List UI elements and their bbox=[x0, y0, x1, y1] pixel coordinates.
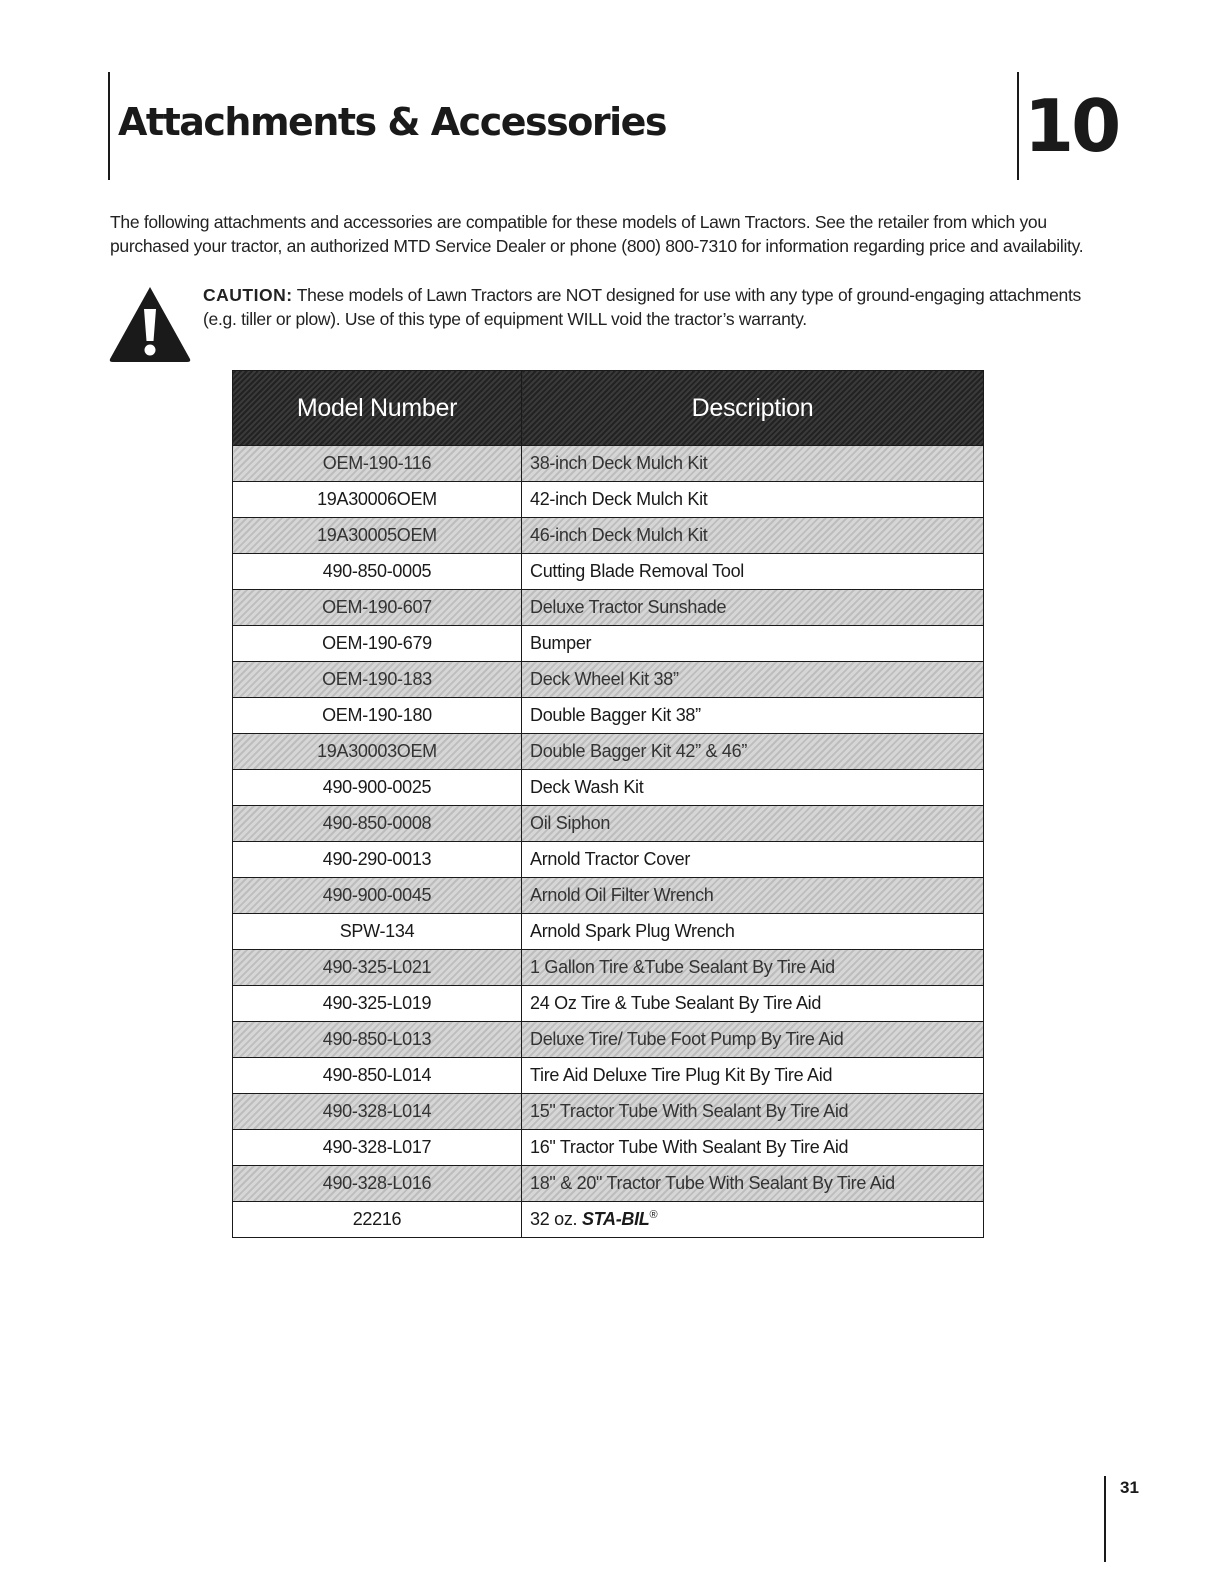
model-number-cell: 490-850-L013 bbox=[233, 1022, 522, 1058]
table-row bbox=[233, 1022, 984, 1058]
description-cell: Tire Aid Deluxe Tire Plug Kit By Tire Aid bbox=[522, 1058, 984, 1094]
model-number-cell: 490-290-0013 bbox=[233, 842, 522, 878]
description-cell bbox=[522, 1202, 984, 1238]
table-row bbox=[233, 554, 984, 590]
sta-bil-brand: STA-BIL bbox=[581, 1209, 650, 1229]
accessories-table bbox=[232, 370, 984, 1238]
table-row bbox=[233, 662, 984, 698]
table-row bbox=[233, 1130, 984, 1166]
table-body bbox=[233, 446, 984, 1238]
description-cell: Arnold Tractor Cover bbox=[522, 842, 984, 878]
table-row bbox=[233, 1166, 984, 1202]
table-row bbox=[233, 1058, 984, 1094]
description-cell: Double Bagger Kit 38” bbox=[522, 698, 984, 734]
description-cell: Cutting Blade Removal Tool bbox=[522, 554, 984, 590]
description-cell: Bumper bbox=[522, 626, 984, 662]
table-row bbox=[233, 842, 984, 878]
model-number-cell: 490-328-L016 bbox=[233, 1166, 522, 1202]
chapter-rule bbox=[1017, 72, 1019, 180]
model-number-cell: 19A30006OEM bbox=[233, 482, 522, 518]
table-row bbox=[233, 878, 984, 914]
table-header-row bbox=[233, 371, 984, 446]
model-number-cell: OEM-190-180 bbox=[233, 698, 522, 734]
model-number-cell: 490-325-L021 bbox=[233, 950, 522, 986]
table-row bbox=[233, 770, 984, 806]
table-row bbox=[233, 986, 984, 1022]
page-number: 31 bbox=[1120, 1478, 1139, 1497]
description-prefix: 32 oz. bbox=[530, 1209, 578, 1229]
model-number-cell: 19A30005OEM bbox=[233, 518, 522, 554]
table-row bbox=[233, 1094, 984, 1130]
description-cell: Arnold Oil Filter Wrench bbox=[522, 878, 984, 914]
description-cell: Double Bagger Kit 42” & 46” bbox=[522, 734, 984, 770]
description-cell: 15" Tractor Tube With Sealant By Tire Aid bbox=[522, 1094, 984, 1130]
model-number-cell: OEM-190-116 bbox=[233, 446, 522, 482]
description-cell: Deluxe Tire/ Tube Foot Pump By Tire Aid bbox=[522, 1022, 984, 1058]
description-cell: 18" & 20" Tractor Tube With Sealant By Tire Aid bbox=[522, 1166, 984, 1202]
warning-triangle-icon bbox=[108, 283, 192, 363]
model-number-cell: 490-325-L019 bbox=[233, 986, 522, 1022]
table-row bbox=[233, 806, 984, 842]
table-row bbox=[233, 590, 984, 626]
model-number-cell: SPW-134 bbox=[233, 914, 522, 950]
table-row bbox=[233, 446, 984, 482]
caution-notice bbox=[203, 283, 1113, 331]
description-cell: 46-inch Deck Mulch Kit bbox=[522, 518, 984, 554]
table-row bbox=[233, 1202, 984, 1238]
description-cell: 1 Gallon Tire &Tube Sealant By Tire Aid bbox=[522, 950, 984, 986]
table-row bbox=[233, 698, 984, 734]
model-number-header: Model Number bbox=[233, 371, 522, 446]
description-cell: Oil Siphon bbox=[522, 806, 984, 842]
model-number-cell: OEM-190-183 bbox=[233, 662, 522, 698]
registered-mark: ® bbox=[649, 1209, 658, 1221]
model-number-cell: 490-900-0025 bbox=[233, 770, 522, 806]
table-row bbox=[233, 518, 984, 554]
description-header: Description bbox=[522, 371, 984, 446]
page-title: Attachments & Accessories bbox=[118, 100, 666, 144]
model-number-cell: OEM-190-679 bbox=[233, 626, 522, 662]
table-row bbox=[233, 482, 984, 518]
title-rule bbox=[108, 72, 110, 180]
description-cell: 38-inch Deck Mulch Kit bbox=[522, 446, 984, 482]
table-row bbox=[233, 734, 984, 770]
model-number-cell: 490-328-L014 bbox=[233, 1094, 522, 1130]
description-cell: 42-inch Deck Mulch Kit bbox=[522, 482, 984, 518]
description-cell: 24 Oz Tire & Tube Sealant By Tire Aid bbox=[522, 986, 984, 1022]
model-number-cell: OEM-190-607 bbox=[233, 590, 522, 626]
description-cell: Deck Wash Kit bbox=[522, 770, 984, 806]
chapter-number: 10 bbox=[1024, 84, 1119, 168]
intro-paragraph: The following attachments and accessories are compatible for these models of Lawn Tractors. See the retailer from which you purchased your tractor, an authorized MTD Service Dealer or phone (800) 800-7310 for information regarding price and availability. bbox=[110, 212, 1084, 256]
table-row bbox=[233, 626, 984, 662]
description-cell: 16" Tractor Tube With Sealant By Tire Aid bbox=[522, 1130, 984, 1166]
model-number-cell: 490-850-L014 bbox=[233, 1058, 522, 1094]
caution-text: These models of Lawn Tractors are NOT designed for use with any type of ground-engaging attachments (e.g. tiller or plow). Use of this type of equipment WILL void the tractor’s warranty. bbox=[203, 285, 1081, 329]
model-number-cell: 22216 bbox=[233, 1202, 522, 1238]
model-number-cell: 490-900-0045 bbox=[233, 878, 522, 914]
caution-label: CAUTION: bbox=[203, 285, 293, 305]
page-number-rule bbox=[1104, 1476, 1106, 1562]
description-cell: Arnold Spark Plug Wrench bbox=[522, 914, 984, 950]
description-cell: Deck Wheel Kit 38” bbox=[522, 662, 984, 698]
table-row bbox=[233, 950, 984, 986]
model-number-cell: 490-850-0008 bbox=[233, 806, 522, 842]
model-number-cell: 19A30003OEM bbox=[233, 734, 522, 770]
table-row bbox=[233, 914, 984, 950]
model-number-cell: 490-328-L017 bbox=[233, 1130, 522, 1166]
description-cell: Deluxe Tractor Sunshade bbox=[522, 590, 984, 626]
model-number-cell: 490-850-0005 bbox=[233, 554, 522, 590]
